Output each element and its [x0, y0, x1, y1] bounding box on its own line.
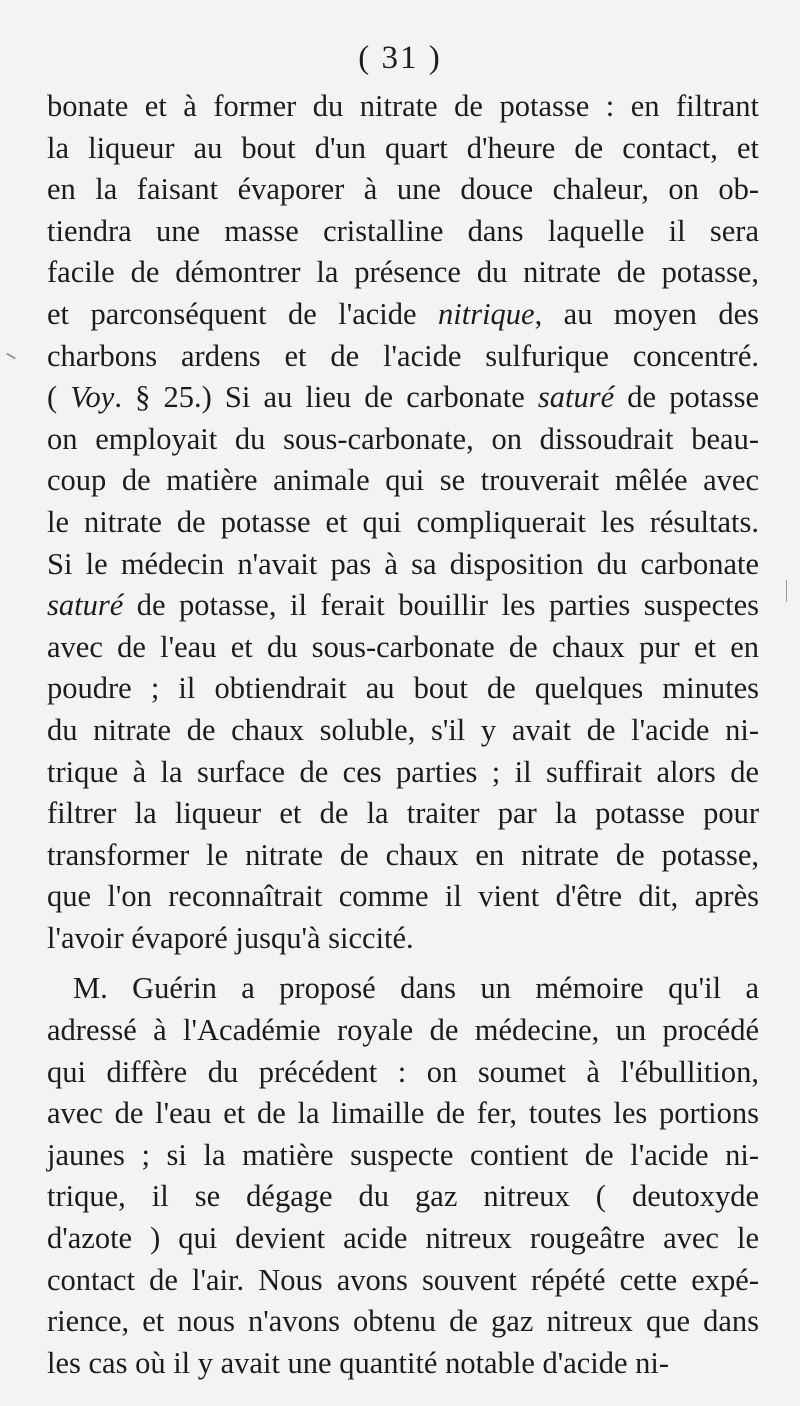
text-run: trique à la surface de ces parties ; il suffirait alors de	[47, 754, 759, 789]
margin-mark	[6, 353, 16, 360]
text-line	[47, 377, 759, 419]
italic-text: saturé	[47, 588, 124, 623]
text-run: la liqueur au bout d'un quart d'heure de contact, et	[47, 130, 759, 165]
text-line	[47, 1176, 759, 1218]
text-line	[47, 1093, 759, 1135]
text-run: filtrer la liqueur et de la traiter par la potasse pour	[47, 796, 759, 831]
margin-mark	[786, 580, 787, 602]
text-line	[47, 1135, 759, 1177]
italic-text: nitrique	[438, 296, 535, 331]
text-line	[47, 876, 759, 918]
text-line	[47, 460, 759, 502]
text-run: qui diffère du précédent : on soumet à l'ébullition,	[47, 1054, 759, 1089]
text-run: transformer le nitrate de chaux en nitrate de potasse,	[47, 837, 759, 872]
text-run: on employait du sous-carbonate, on dissoudrait beau-	[47, 421, 759, 456]
page-number: ( 31 )	[358, 40, 442, 76]
text-run: avec de l'eau et du sous-carbonate de chaux pur et en	[47, 629, 759, 664]
text-run: rience, et nous n'avons obtenu de gaz nitreux que dans	[47, 1304, 759, 1339]
text-run: charbons ardens et de l'acide sulfurique concentré.	[47, 338, 759, 373]
text-run: en la faisant évaporer à une douce chaleur, on ob-	[47, 172, 759, 207]
text-run: Si le médecin n'avait pas à sa disposition du carbonate	[47, 546, 759, 581]
text-line	[47, 294, 759, 336]
text-line	[47, 585, 759, 627]
text-run: les cas où il y avait une quantité notable d'acide ni-	[47, 1345, 670, 1380]
paragraph-gap	[47, 959, 759, 968]
text-run: et parconséquent de l'acide	[47, 296, 438, 331]
text-line	[47, 752, 759, 794]
text-line	[47, 544, 759, 586]
text-line	[47, 1010, 759, 1052]
text-run: (	[47, 380, 71, 415]
text-run: de potasse, il ferait bouillir les parties suspectes	[123, 588, 759, 623]
text-line	[47, 169, 759, 211]
text-run: que l'on reconnaîtrait comme il vient d'être dit, après	[47, 879, 759, 914]
text-run: bonate et à former du nitrate de potasse : en filtrant	[47, 89, 759, 123]
text-run: tiendra une masse cristalline dans laquelle il sera	[47, 213, 759, 248]
text-line	[47, 1260, 759, 1302]
text-run: , au moyen des	[534, 296, 759, 331]
text-run: d'azote ) qui devient acide nitreux rougeâtre avec le	[47, 1221, 759, 1256]
text-line	[47, 419, 759, 461]
italic-text: saturé	[537, 380, 615, 415]
text-run: . § 25.) Si au lieu de carbonate	[114, 380, 538, 415]
text-line	[47, 918, 759, 960]
text-line	[47, 1218, 759, 1260]
text-run: trique, il se dégage du gaz nitreux ( deutoxyde	[47, 1179, 759, 1214]
text-line	[47, 86, 759, 128]
text-run: coup de matière animale qui se trouverait mêlée avec	[47, 463, 759, 498]
text-line	[47, 627, 759, 669]
text-run: l'avoir évaporé jusqu'à siccité.	[47, 920, 414, 955]
text-line	[47, 502, 759, 544]
text-line	[47, 252, 759, 294]
text-run: facile de démontrer la présence du nitrate de potasse,	[47, 255, 759, 290]
text-line	[47, 211, 759, 253]
text-line	[47, 835, 759, 877]
text-run: poudre ; il obtiendrait au bout de quelques minutes	[47, 671, 759, 706]
text-run: adressé à l'Académie royale de médecine, un procédé	[47, 1013, 759, 1048]
text-line	[47, 336, 759, 378]
text-run: de potasse	[614, 380, 759, 415]
body-text	[47, 86, 759, 1384]
text-run: du nitrate de chaux soluble, s'il y avait de l'acide ni-	[47, 712, 759, 747]
text-run: contact de l'air. Nous avons souvent répété cette expé-	[47, 1262, 759, 1297]
text-line	[47, 793, 759, 835]
text-run: jaunes ; si la matière suspecte contient de l'acide ni-	[47, 1137, 759, 1172]
text-line	[47, 968, 759, 1010]
text-line	[47, 1301, 759, 1343]
text-line	[47, 668, 759, 710]
text-line	[47, 128, 759, 170]
text-run: avec de l'eau et de la limaille de fer, toutes les portions	[47, 1096, 759, 1131]
text-run: M. Guérin a proposé dans un mémoire qu'il a	[73, 971, 759, 1006]
text-line	[47, 1343, 759, 1385]
text-run: le nitrate de potasse et qui compliquerait les résultats.	[47, 504, 759, 539]
text-line	[47, 710, 759, 752]
text-line	[47, 1052, 759, 1094]
italic-text: Voy	[70, 380, 115, 415]
